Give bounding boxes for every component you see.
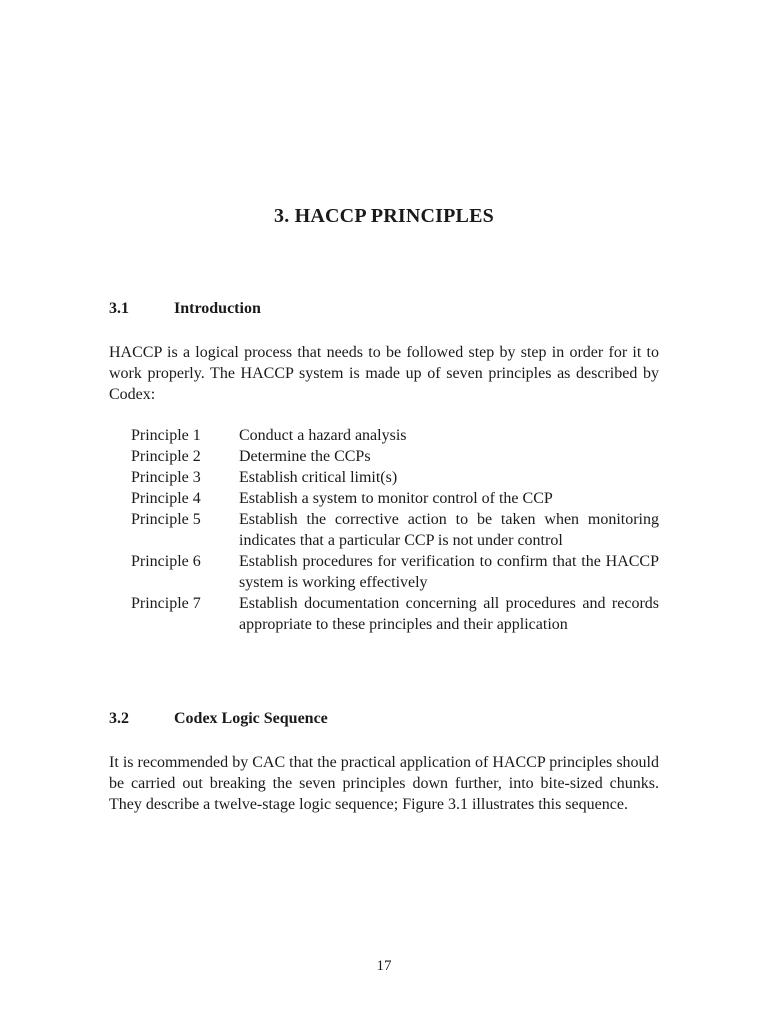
principle-row [131,593,659,635]
principle-name: Principle 2 [131,448,201,465]
introduction-paragraph: HACCP is a logical process that needs to be followed step by step in order for it to work properly. The HACCP system is made up of seven principles as described by Codex: [109,344,659,403]
principle-row [131,551,659,593]
principles-list [131,425,659,635]
section-heading-codex-logic-sequence [109,710,328,728]
section-number: 3.1 [109,300,129,317]
principle-name: Principle 1 [131,427,201,444]
principle-name: Principle 5 [131,511,201,528]
principle-row [131,488,659,509]
principle-description: Establish procedures for verification to confirm that the HACCP system is working effectively [239,553,659,591]
section-heading-introduction [109,300,261,318]
principle-row [131,467,659,488]
principle-description: Establish critical limit(s) [239,469,398,486]
codex-logic-paragraph: It is recommended by CAC that the practical application of HACCP principles should be carried out breaking the seven principles down further, into bite-sized chunks. They describe a twelve-stage logic sequence; Figure 3.1 illustrates this sequence. [109,754,659,813]
principle-row [131,425,659,446]
principle-name: Principle 7 [131,595,201,612]
principle-row [131,446,659,467]
section-title: Codex Logic Sequence [174,710,328,727]
section-title: Introduction [174,300,261,317]
principle-description: Determine the CCPs [239,448,371,465]
principle-row [131,509,659,551]
chapter-title: 3. HACCP PRINCIPLES [274,205,494,227]
principle-description: Establish a system to monitor control of the CCP [239,490,553,507]
principle-name: Principle 4 [131,490,201,507]
page-number: 17 [376,958,392,974]
principle-name: Principle 6 [131,553,201,570]
principle-name: Principle 3 [131,469,201,486]
principle-description: Conduct a hazard analysis [239,427,407,444]
principle-description: Establish documentation concerning all procedures and records appropriate to these principles and their application [239,595,659,633]
section-number: 3.2 [109,710,129,727]
principle-description: Establish the corrective action to be taken when monitoring indicates that a particular CCP is not under control [239,511,659,549]
